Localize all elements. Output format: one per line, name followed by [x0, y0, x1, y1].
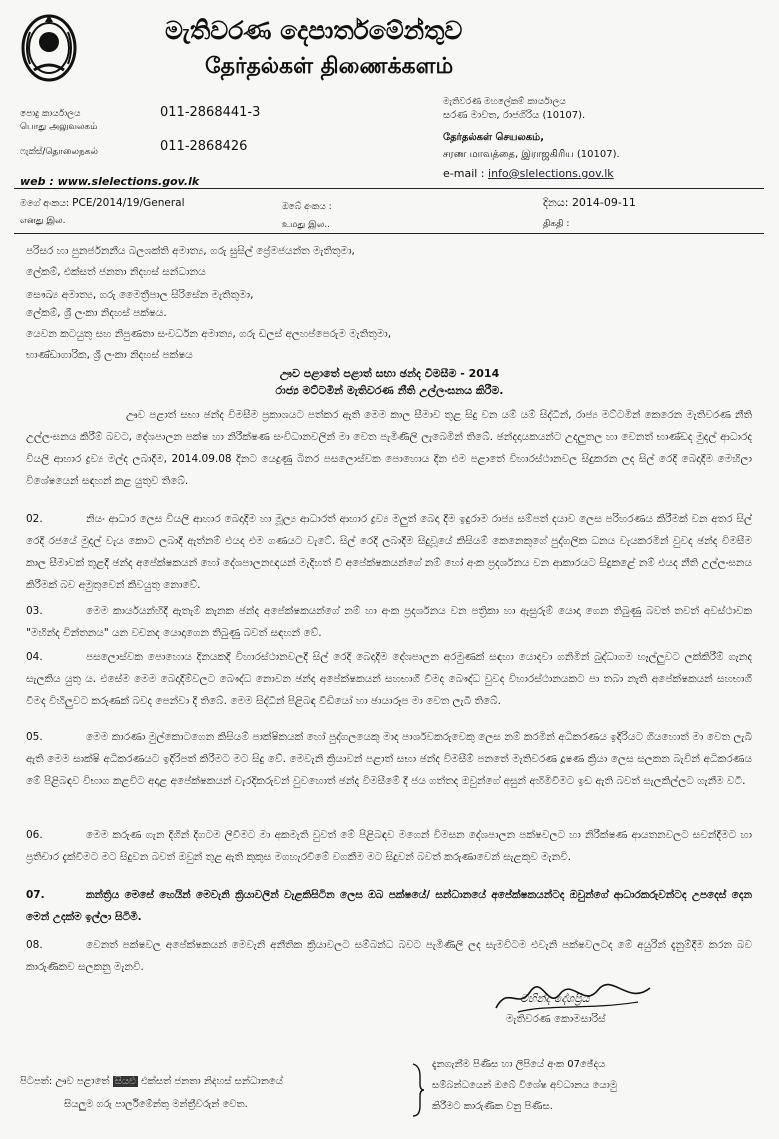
paragraph-number: 06.: [26, 829, 43, 841]
recipient-line: භාණ්ඩාගාරික, ශ්‍රී ලංකා නිදහස් පක්ෂය: [26, 349, 193, 361]
note-line: කිරීමට කාරුණික වනු පිණිස.: [432, 1101, 553, 1112]
paragraph-text: වෙනත් පක්ෂවල අපේක්ෂකයන් මෙවැනි අනීතික ක්‍රියාවලට සම්බන්ධ බවට පැමිණිලි ලද සැමවිටම එවැනි පක්ෂවලටද මේ අයුරින් දැනුම්දීම කරන බව කාරුණිකව සලකනු මැනවි.: [26, 939, 752, 973]
recipient-line: සෞඛ්‍ය අමාත්‍ය, ගරු මෛත්‍රීපාල සිරිසේන මැතිතුමා,: [26, 289, 254, 301]
signature-name: මහින්ද දේශප්‍රිය: [520, 992, 590, 1005]
paragraph-number: 04.: [26, 651, 43, 663]
paragraph-text: මෙම කරුණ ගැන දිගින් දිගටම ලිවීමට මා අකමැති වුවත් මේ පිළිබඳව මගෙන් විමසන දේශපාලන පක්ෂවලට හා නිරීක්ෂණ ආයතනවලට සවන්දීමට හා ප්‍රතිචාර දැක්වීමට මට සිදුවන බවත් ඔවුන් තුළ ඇති කුකුස මගහැරවීමේ වගකීම මට සිදුවන් බවත් කරුණාවෙන් සැළකුව මැනවි.: [26, 829, 752, 863]
copy-label: පිටපත්:: [20, 1076, 53, 1087]
office-label-tamil: பொது அலுவலகம்: [20, 122, 98, 132]
paragraph-text: පසලොස්වක පොහොය දිනයකදී විහාරස්ථානවලදී සිල් රෙදි බෙදාදීම දේශපාලන අරමුණක් සඳහා යොදවා ගනිමින් බුද්ධාගම හෑල්ලුවට ලක්කිරීම් ගැනද සැලකිය යුතු ය. එසේම මෙම බෙදාදීම්වලට බෞද්ධ නොවන ඡන්ද අපේක්ෂකයන් සහභාගී වීමද බෞද්ධ වුවද විහාරස්ථානයකට පා තබා නැති අපේක්ෂකයන් සහභාගී වීමද විහිලුවට කරුණක් බවද පෙන්වා දී තිබේ. මෙම සිද්ධීන් පිළිබඳ වීඩියෝ හා ඡායාරූප මා වෙත ලැබී තිබේ.: [26, 651, 752, 707]
note-line: දැනගැනීම පිණිස හා ලිපියේ අංක 07ඡේදය: [432, 1059, 606, 1070]
paragraph-6: [26, 824, 752, 868]
date-tamil: திகதி :: [543, 219, 570, 229]
paragraph-text: කන්ත්‍රිය මෙසේ හෙයින් මෙවැනි ක්‍රියාවලින් වැළකිසිටින ලෙස ඔබ පක්ෂයේ/ සන්ධානයේ අපේක්ෂකයන්ටද ඔවුන්ගේ ආධාරකරුවන්ටද උපදෙස් දෙන මෙන් උදක්ම ඉල්ලා සිටිමි.: [26, 889, 752, 923]
date-value: 2014-09-11: [571, 196, 636, 209]
copy-line-1: [20, 1075, 283, 1089]
web-link[interactable]: www.slelections.gov.lk: [57, 175, 200, 188]
email-row: [443, 167, 614, 181]
recipient-line: ලේකම්, ශ්‍රී ලංකා නිදහස් පක්ෂය.: [26, 307, 167, 319]
office-phone: 011-2868441-3: [160, 105, 261, 120]
paragraph-text: මෙම කාර්යයන්හිදී ඇතැම් කැනක ඡන්ද අපේක්ෂකයන්ගේ නම් හා අංක ප්‍රදර්ශනය වන පත්‍රිකා හා ඇසුරුම් යොදා ගෙන තිබුණු බවත් තවත් අවස්ථාවක "මහින්ද චින්තනය" යන වචනද යොදාගෙන තිබුණු බවත් සඳහන් වේ.: [26, 605, 752, 639]
date-label: දිනය:: [543, 196, 569, 209]
brace-icon: [410, 1062, 426, 1118]
email-label: e-mail :: [443, 167, 485, 180]
header-rule: [14, 188, 764, 189]
your-ref-tamil: உமது இல..: [282, 220, 331, 230]
paragraph-number: 07.: [26, 889, 45, 901]
address-line: சரண மாவத்தை, இராஜகிரிய (10107).: [443, 149, 620, 160]
copy-text: ඌව පළාතේ: [55, 1076, 113, 1087]
subject-line-1: ඌව පළාතේ පළාත් සභා ඡන්ද විමසීම - 2014: [279, 367, 500, 380]
paragraph-7: [26, 884, 752, 928]
department-title-tamil: தேர்தல்கள் திணைக்களம்: [205, 54, 454, 79]
paragraph-number: 05.: [26, 731, 43, 743]
paragraph-3: [26, 600, 752, 644]
date-row: [543, 196, 636, 210]
your-ref-label: ඔබේ අංකය :: [282, 202, 332, 212]
note-line: සම්බන්ධයෙන් ඔබේ විශේෂ අවධානය යොමු: [432, 1080, 618, 1091]
paragraph-text: නියං ආධාර ලෙස වියලි ආහාර බෙදාදීම හා මූල්‍ය ආධාරත් ආහාර ද්‍රව්‍ය මලුත් බෙදා දීම ඉදුරාම රාජ්‍ය සම්පත් දයාව ලෙස පරිහරණය කිරීමක් වන අතර සිල් රෙදි රජයේ මුදල් වැය කොට ලබාදී ඇත්නම් එයද එම ගණයට වැටේ. සිල් රෙදි ලබාදීම සිදුවූයේ කිසියම් කෙනෙකුගේ පුද්ගලික ධනය වැයකරමින් වුවද ඡන්ද විමසීම කාල සීමාවක් තුළදී ඡන්ද අපේක්ෂකයන් හෝ දේශපාලනඥයන් මැදිහත් වී අපේක්ෂකයන්ගේ නම් හෝ අංක ප්‍රදර්ශනය වන ආකාරයට සිදුකළේ නම් එයද නීති උල්ලංඝනය කිරීමක් බව අමුතුවෙන් කිවයුතු නොවේ.: [26, 513, 752, 591]
office-label: පොදු කාර්යාලය: [20, 109, 81, 119]
refs-rule: [14, 233, 764, 234]
copy-text: එක්සත් ජනතා නිදහස් සන්ධානයේ: [137, 1076, 283, 1087]
email-link[interactable]: info@slelections.gov.lk: [488, 167, 614, 180]
sri-lanka-emblem-icon: [20, 12, 78, 84]
address-line: මැතිවරණ මහලේකම් කාර්යාලය: [443, 97, 566, 107]
web-row: [20, 175, 199, 189]
paragraph-number: 08.: [26, 939, 43, 951]
signature-title: මැතිවරණ කොමසාරිස්: [506, 1013, 606, 1025]
web-label: web :: [20, 175, 54, 188]
copy-struck-word: සියළු: [114, 1076, 136, 1087]
department-title-sinhala: මැතිවරණ දෙපාර්තමේන්තුව: [165, 16, 463, 45]
copy-line-2: සියලුම ගරු පාර්ලිමේන්තු මන්ත්‍රීවරුන් වෙත.: [64, 1099, 248, 1110]
my-ref-label: මගේ අංකය:: [20, 198, 70, 209]
recipient-line: පරිසර හා පුනර්ජනනීය බලශක්ති අමාත්‍ය, ගරු සුසිල් ප්‍රේමජයන්ත මැතිතුමා,: [26, 245, 355, 257]
my-ref-value: PCE/2014/19/General: [72, 197, 185, 209]
recipient-line: යෙවන කටයුතු සහ නිපුණතා සංවර්ධන අමාත්‍ය, ගරු ඩලස් අලහප්පෙරුම මැතිතුමා,: [26, 328, 392, 340]
paragraph-number: 03.: [26, 605, 43, 617]
paragraph-5: [26, 726, 752, 792]
address-line: தேர்தல்கள் செயலகம்,: [443, 132, 544, 143]
address-line: සරණ මාවත, රාජගිරිය (10107).: [443, 110, 586, 121]
paragraph-number: 02.: [26, 513, 43, 525]
recipient-line: ලේකම්, එක්සත් ජනතා නිදහස් සන්ධානය: [26, 266, 206, 278]
my-ref-tamil: எனது இல.: [20, 216, 66, 226]
paragraph-1: ඌව පළාත් සභා ඡන්ද විමසීම ප්‍රකාශයට පත්කර ඇති මෙම කාල සීමාව තුළ සිදු වන යම් යම් සිද්ධීන්, රාජ්‍ය මට්ටමින් කෙරෙන මැතිවරණ නීති උල්ලංඝනය කිරීම් බවට, දේශපාලන පක්ෂ හා නිරීක්ෂණ සංවිධානවලින් මා වෙත පැමිණිලි ලැබෙමින් තිබේ. ඡන්දදායකයන්ට උදලුතල හා වෙනත් භාණ්ඩද මුදල් ආධාරද වියලි ආහාර ද්‍රව්‍ය මල්ද ලබාදීම, 2014.09.08 දිනට යෙදුණු බිනර පසලොස්වක පොහොය දින එම පළාතේ විහාරස්ථානවල සිදුකරන ලද සිල් රෙදි බෙදාදීම මෙහිලා විශේෂයෙන් සඳහන් කළ යුතුව තිබේ.: [26, 409, 752, 487]
paragraph-2: [26, 508, 752, 596]
fax-label: ෆැක්ස්/தொலைநகல்: [20, 147, 98, 157]
paragraph-4: [26, 646, 752, 712]
subject-line-2: රාජ්‍ය මට්ටමින් මැතිවරණ නීති උල්ලංඝනය කිරීම.: [275, 384, 504, 397]
fax-number: 011-2868426: [160, 139, 248, 154]
paragraph-8: [26, 934, 752, 978]
paragraph-text: මෙම කාරණා මුල්කොටගෙන කිසියම් පාක්ෂිකයක් හෝ පුද්ගලයෙකු මාද පාර්ශවකරුවෙකු ලෙස නම් කරමින් අධිකරණය ඉදිරියට ගියහොත් මා වෙත ලැබී ඇති මෙම සාක්ෂි අධිකරණයට ඉදිරිපත් කිරීමට මට සිදු වේ. මෙවැනි ක්‍රියාවන් පළාත් සභා ඡන්ද විමසීම් පනතේ මැතිවරණ දූෂණ ක්‍රියා ලෙස සලකන බැවින් අධිකරණය මේ පිළිබඳව විභාග කළවිට අදාළ අපේක්ෂකයන් වැරදිකරුවන් වුවහොත් ඡන්ද විමසීමේ දී ජය ගත්තද ඔවුන්ගේ අසුන් අහිමිවීමට ඉඩ ඇති බවත් සැලකිල්ලට ගැනීම වටී.: [26, 731, 752, 787]
my-ref: [20, 196, 185, 211]
